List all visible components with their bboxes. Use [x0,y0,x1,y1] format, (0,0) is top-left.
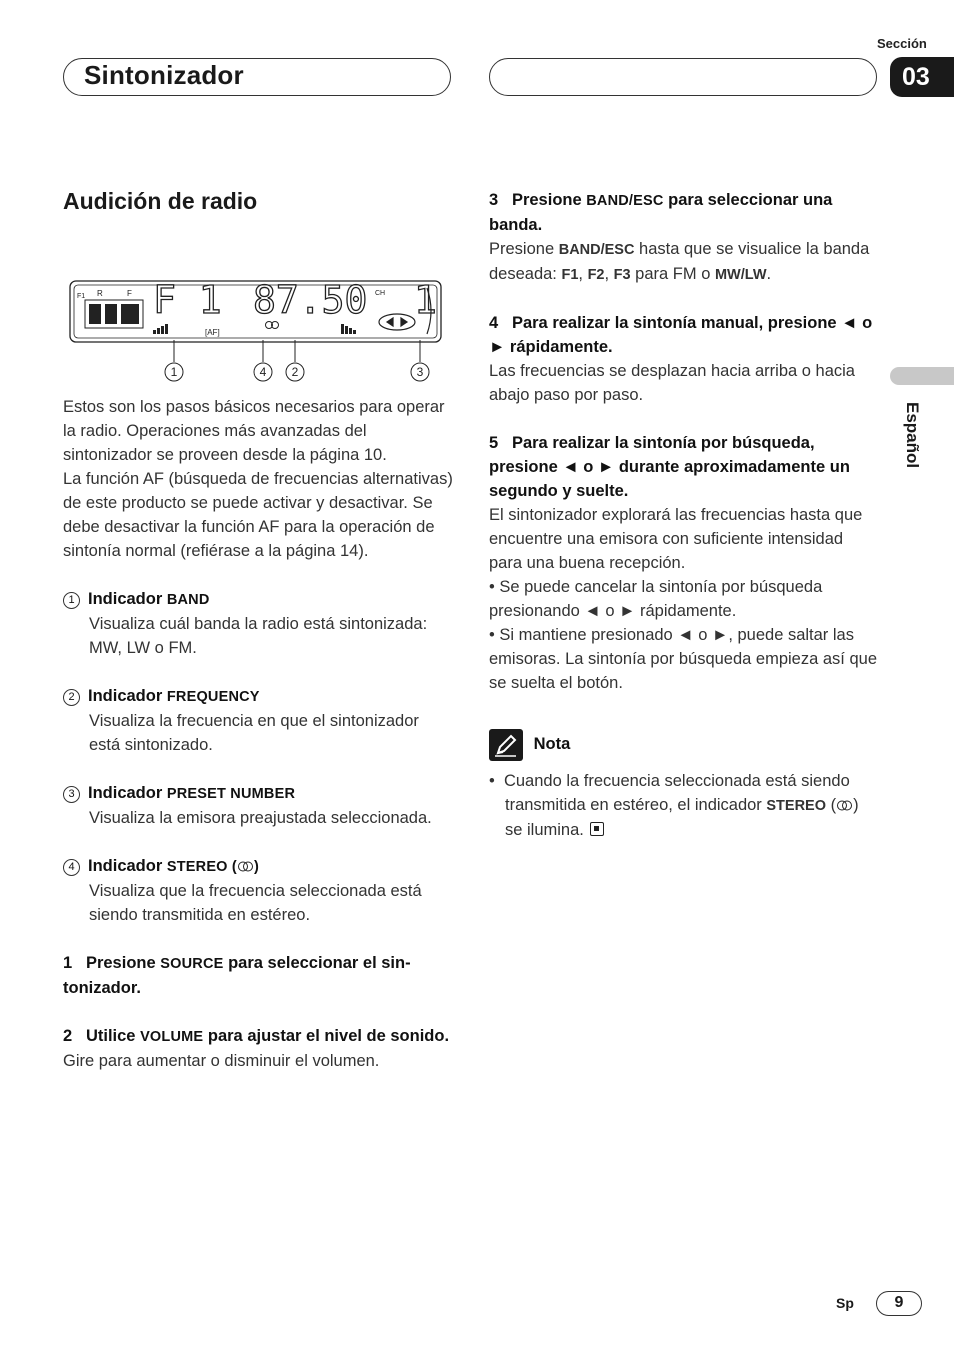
indicator-3-title: 3 Indicador PRESET NUMBER [63,781,453,806]
indicator-1-title: 1 Indicador BAND [63,587,453,612]
step-2-title: 2 Utilice VOLUME para ajustar el nivel de sonido. [63,1027,450,1045]
display-ch-label: CH [375,290,386,297]
intro-paragraph-1: Estos son los pasos básicos necesarios para operar la radio. Operaciones más avanzadas del sintonizador se proveen desde la página 10. [63,398,445,464]
article-title: Audición de radio [63,188,258,214]
callout-preset: 3 [416,365,424,379]
chapter-title-frame [63,58,451,96]
display-frequency: 87.50 [253,280,368,322]
step-3-title: 3 Presione BAND/ESC para seleccionar una banda. [489,191,833,234]
note-bullet: • Cuando la frecuencia seleccionada está siendo transmitida en estéreo, el indicador STEREO ( ) se ilumina. [489,772,859,839]
display-callouts [69,340,442,385]
step-1-title: 1 Presione SOURCE para seleccionar el sin-tonizador. [63,954,411,997]
left-column [63,395,453,1073]
note-pencil-icon [489,729,523,761]
step-5-title: 5 Para realizar la sintonía por búsqueda, presione ◄ o ► durante aproximadamente un segundo y suelte. [489,434,850,500]
stereo-icon [836,800,853,811]
page-number: 9 [876,1291,922,1316]
indicator-4-title: 4 Indicador STEREO ( ) [63,854,453,879]
language-tab-bar [890,367,954,385]
end-mark-icon [590,822,604,836]
svg-text:R: R [97,289,103,298]
step-4-title: 4 Para realizar la sintonía manual, presione ◄ o ► rápidamente. [489,314,873,356]
indicator-2-desc: Visualiza la frecuencia en que el sintonizador está sintonizado. [89,712,419,754]
section-number-tab: 03 [890,57,954,97]
language-tab-label: Español [903,402,922,469]
display-mode: F 1 [153,280,222,322]
step-4-desc: Las frecuencias se desplazan hacia arriba o hacia abajo paso por paso. [489,362,855,404]
step-2-desc: Gire para aumentar o disminuir el volumen. [63,1052,380,1070]
callout-band: 1 [170,365,178,379]
note-heading: Nota [489,729,879,761]
callout-frequency: 2 [291,365,299,379]
intro-paragraph-2: La función AF (búsqueda de frecuencias alternativas) de este producto se puede activar y desactivar. Se debe desactivar la función AF para la operación de sintonía normal (refiérase a la página 14). [63,470,453,560]
svg-text:F1: F1 [77,293,86,300]
level-bars-left [153,324,168,334]
chapter-title: Sintonizador [84,60,244,90]
radio-display-illustration [69,280,442,343]
right-column [489,188,879,842]
indicator-1-desc: Visualiza cuál banda la radio está sintonizada: MW, LW o FM. [89,615,428,657]
indicator-4-desc: Visualiza que la frecuencia seleccionada está siendo transmitida en estéreo. [89,882,422,924]
callout-stereo: 4 [259,365,267,379]
indicator-3-desc: Visualiza la emisora preajustada seleccionada. [89,809,432,827]
svg-text:F: F [127,289,132,298]
stereo-symbol [266,322,279,329]
indicator-2-title: 2 Indicador FREQUENCY [63,684,453,709]
step-3-desc: Presione BAND/ESC hasta que se visualice la banda deseada: F1, F2, F3 para FM o MW/LW. [489,240,870,283]
header-frame-right [489,58,877,96]
step-5-desc: El sintonizador explorará las frecuencias hasta que encuentre una emisora con suficiente intensidad para una buena recepción. [489,506,863,572]
level-bars-right [341,324,356,334]
display-af-label: [AF] [205,328,220,337]
signal-icon [85,300,143,328]
step-5-bullet-1: • Se puede cancelar la sintonía por búsqueda presionando ◄ o ► rápidamente. [489,578,823,620]
display-preset: 1 [414,280,437,322]
arrow-pad-icon [379,314,415,330]
step-5-bullet-2: • Si mantiene presionado ◄ o ►, puede saltar las emisoras. La sintonía por búsqueda empieza así que se suelta el botón. [489,626,877,692]
section-label: Sección [877,36,927,51]
footer-lang-code: Sp [836,1295,854,1311]
stereo-icon [237,861,254,872]
